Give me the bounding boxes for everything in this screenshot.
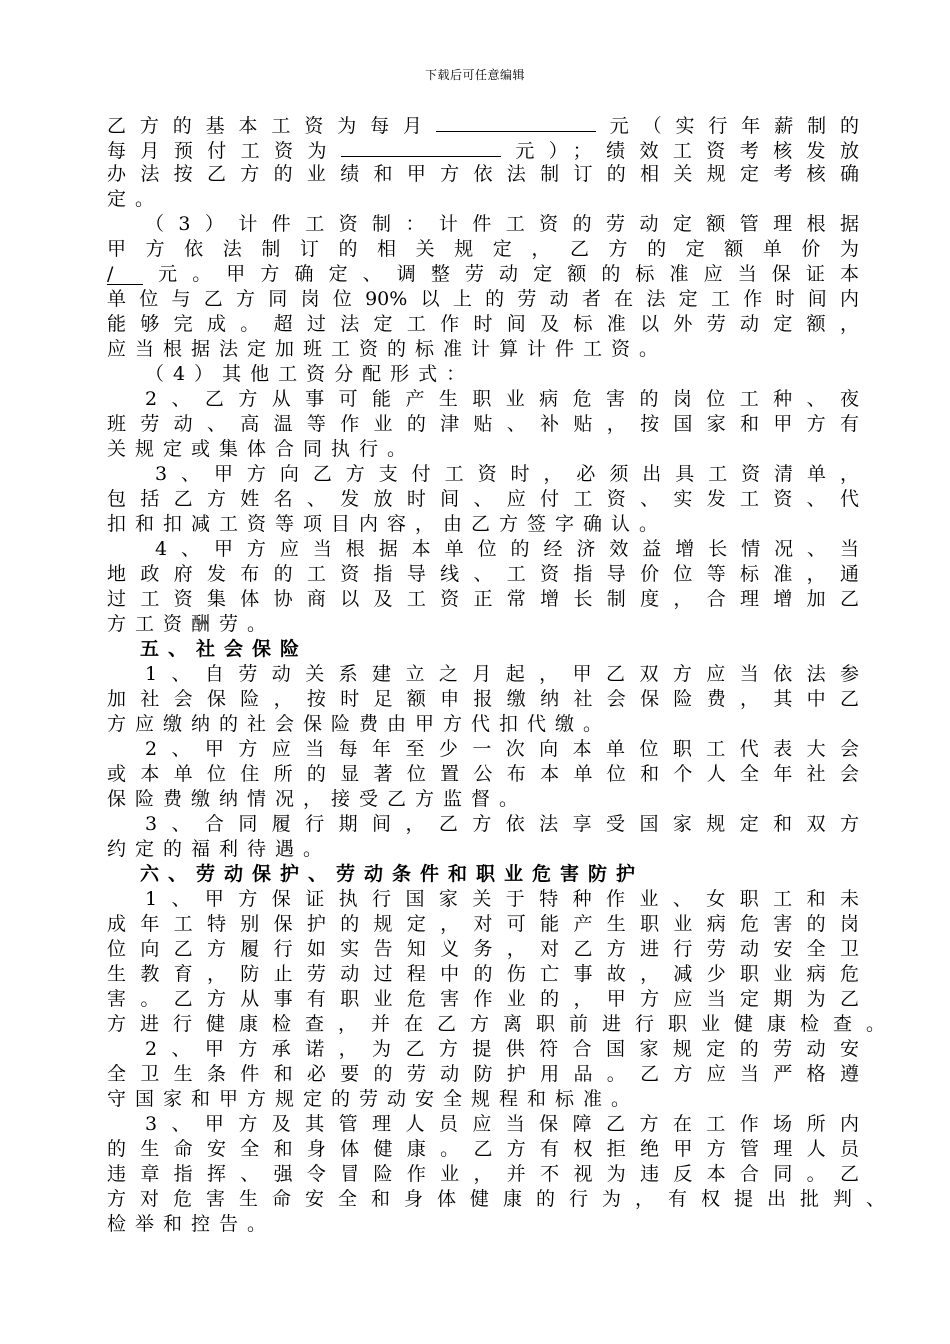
text-line: 能够完成。超过法定工作时间及标准以外劳动定额， <box>107 313 859 335</box>
text-line: 守国家和甲方规定的劳动安全规程和标准。 <box>107 1088 640 1110</box>
text-line: 生教育，防止劳动过程中的伤亡事故，减少职业病危 <box>107 963 859 985</box>
text-line: 应当根据法定加班工资的标准计算计件工资。 <box>107 338 668 360</box>
text-line: 办法按乙方的业绩和甲方依法制订的相关规定考核确 <box>107 163 859 185</box>
text-line: 方对危害生命安全和身体健康的行为，有权提出批判、 <box>107 1188 885 1210</box>
text-line: （3）计件工资制：计件工资的劳动定额管理根据 <box>145 213 859 235</box>
text-line: 3、甲方及其管理人员应当保障乙方在工作场所内 <box>145 1113 859 1135</box>
page-header: 下载后可任意编辑 <box>424 68 525 82</box>
blank-field-prepaid-wage[interactable] <box>341 137 501 157</box>
text-line: 2、甲方承诺，为乙方提供符合国家规定的劳动安 <box>145 1038 859 1060</box>
text-line: 关规定或集体合同执行。 <box>107 438 416 460</box>
text-line: （4）其他工资分配形式： <box>145 363 475 385</box>
text-line: 害。乙方从事有职业危害作业的，甲方应当定期为乙 <box>107 988 859 1010</box>
text-line: 方工资酬劳。 <box>107 613 276 635</box>
text-line: / 元。甲方确定、调整劳动定额的标准应当保证本 <box>107 263 859 285</box>
text-line: 2、甲方应当每年至少一次向本单位职工代表大会 <box>145 738 859 760</box>
text-line: 2、乙方从事可能产生职业病危害的岗位工种、夜 <box>145 388 859 410</box>
text-line: 位向乙方履行如实告知义务，对乙方进行劳动安全卫 <box>107 938 859 960</box>
text-line: 1、甲方保证执行国家关于特种作业、女职工和未 <box>145 888 859 910</box>
blank-field-monthly-wage[interactable] <box>436 112 596 132</box>
text-line: 单位与乙方同岗位90%以上的劳动者在法定工作时间内 <box>107 288 859 310</box>
text-line: 加社会保险，按时足额申报缴纳社会保险费，其中乙 <box>107 688 859 710</box>
text-line: 保险费缴纳情况，接受乙方监督。 <box>107 788 528 810</box>
text-line: 方应缴纳的社会保险费由甲方代扣代缴。 <box>107 713 612 735</box>
text-line: 扣和扣减工资等项目内容，由乙方签字确认。 <box>107 513 668 535</box>
text-line: 班劳动、高温等作业的津贴、补贴，按国家和甲方有 <box>107 413 859 435</box>
text-line: 方进行健康检查，并在乙方离职前进行职业健康检查。 <box>107 1013 885 1035</box>
text-line: 违章指挥、强令冒险作业，并不视为违反本合同。乙 <box>107 1163 859 1185</box>
text-line: 地政府发布的工资指导线、工资指导价位等标准，通 <box>107 563 859 585</box>
text-line: 约定的福利待遇。 <box>107 838 332 860</box>
document-body <box>107 112 885 1237</box>
text-line: 乙方的基本工资为每月 元（实行年薪制的 <box>107 112 859 137</box>
text-line: 包括乙方姓名、发放时间、应付工资、实发工资、代 <box>107 488 859 510</box>
text-line: 过工资集体协商以及工资正常增长制度，合理增加乙 <box>107 588 859 610</box>
text-line: 成年工特别保护的规定，对可能产生职业病危害的岗 <box>107 913 859 935</box>
text-line: 3、合同履行期间，乙方依法享受国家规定和双方 <box>145 813 859 835</box>
text-line: 的生命安全和身体健康。乙方有权拒绝甲方管理人员 <box>107 1138 859 1160</box>
text-line: 4、甲方应当根据本单位的经济效益增长情况、当 <box>155 538 859 560</box>
text-line: 甲方依法制订的相关规定，乙方的定额单价为 <box>107 238 859 260</box>
text-line: 或本单位住所的显著位置公布本单位和个人全年社会 <box>107 763 859 785</box>
text-line: 3、甲方向乙方支付工资时，必须出具工资清单， <box>155 463 859 485</box>
section-heading-social-insurance: 五、社会保险 <box>140 638 309 660</box>
blank-field-unit-price[interactable]: / <box>107 265 143 285</box>
text-line: 1、自劳动关系建立之月起，甲乙双方应当依法参 <box>145 663 859 685</box>
text-line: 检举和控告。 <box>107 1213 276 1235</box>
text-line: 全卫生条件和必要的劳动防护用品。乙方应当严格遵 <box>107 1063 859 1085</box>
section-heading-labor-protection: 六、劳动保护、劳动条件和职业危害防护 <box>140 863 645 885</box>
text-line: 定。 <box>107 188 164 210</box>
text-line: 每月预付工资为 元）；绩效工资考核发放 <box>107 137 859 162</box>
